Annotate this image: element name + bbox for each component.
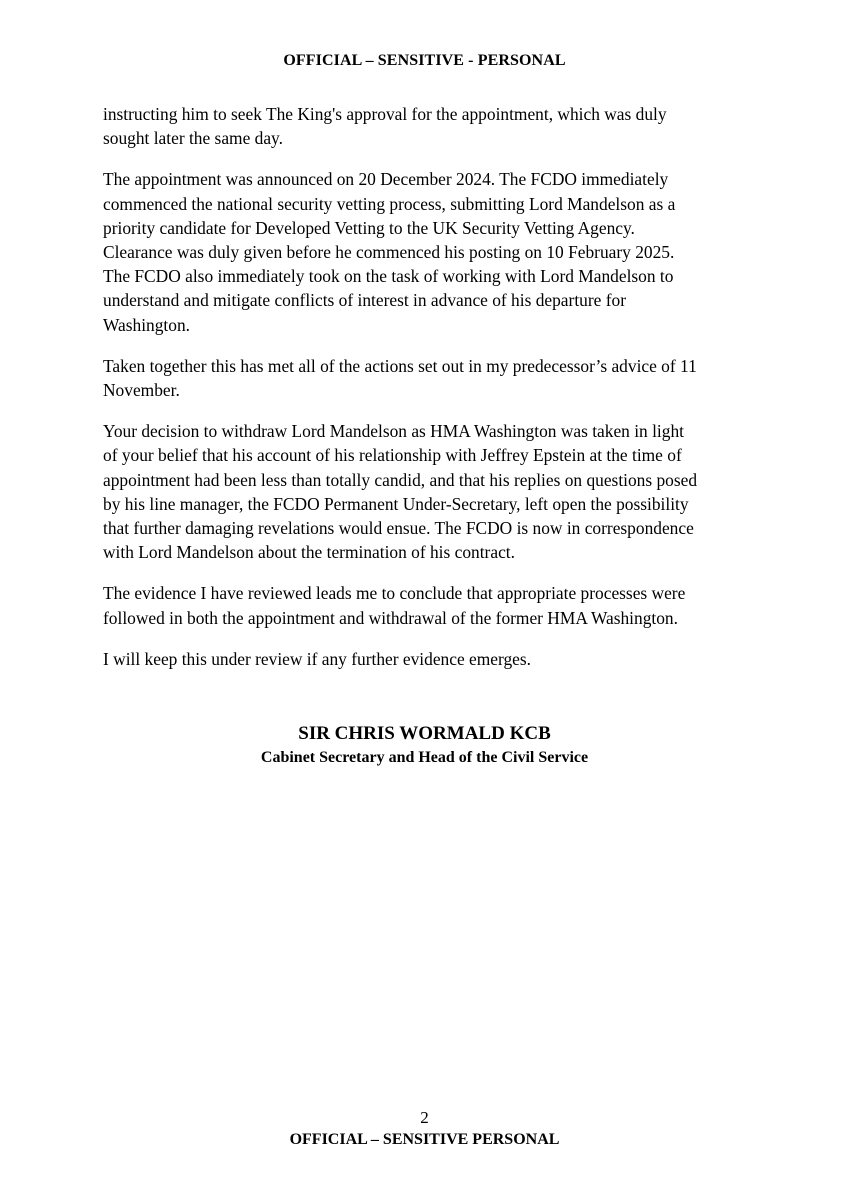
paragraph-approval-continuation: instructing him to seek The King's approval for the appointment, which was duly sought later the same day. [103,104,667,149]
footer-classification-marking: OFFICIAL – SENSITIVE PERSONAL [289,1131,560,1148]
letter-body [103,102,748,688]
paragraph-actions-met: Taken together this has met all of the actions set out in my predecessor’s advice of 11 November. [103,355,697,401]
paragraph-review-statement: I will keep this under review if any further evidence emerges. [103,648,531,669]
page-number: 2 [420,1108,429,1127]
paragraph-conclusion: The evidence I have reviewed leads me to conclude that appropriate processes were followed in both the appointment and withdrawal of the former HMA Washington. [103,583,686,628]
paragraph-vetting-process: The appointment was announced on 20 December 2024. The FCDO immediately commenced the national security vetting process, submitting Lord Mandelson as a priority candidate for Developed Vetting to the UK Security Vetting Agency. Clearance was duly given before he commenced his posting on 10 February 2025. The FCDO also immediately took on the task of working with Lord Mandelson to understand and mitigate conflicts of interest in advance of his departure for Washington. [103,169,676,335]
page-footer [0,1107,849,1151]
signatory-name: SIR CHRIS WORMALD KCB [298,723,551,744]
signature-block [0,722,849,769]
paragraph-withdrawal-decision: Your decision to withdraw Lord Mandelson as HMA Washington was taken in light of your belief that his account of his relationship with Jeffrey Epstein at the time of appointment had been less than totally candid, and that his replies on questions posed by his line manager, the FCDO Permanent Under-Secretary, left open the possibility that further damaging revelations would ensue. The FCDO is now in correspondence with Lord Mandelson about the termination of his contract. [103,421,698,563]
header-classification-marking: OFFICIAL – SENSITIVE - PERSONAL [283,52,566,69]
signatory-title: Cabinet Secretary and Head of the Civil Service [260,749,589,766]
